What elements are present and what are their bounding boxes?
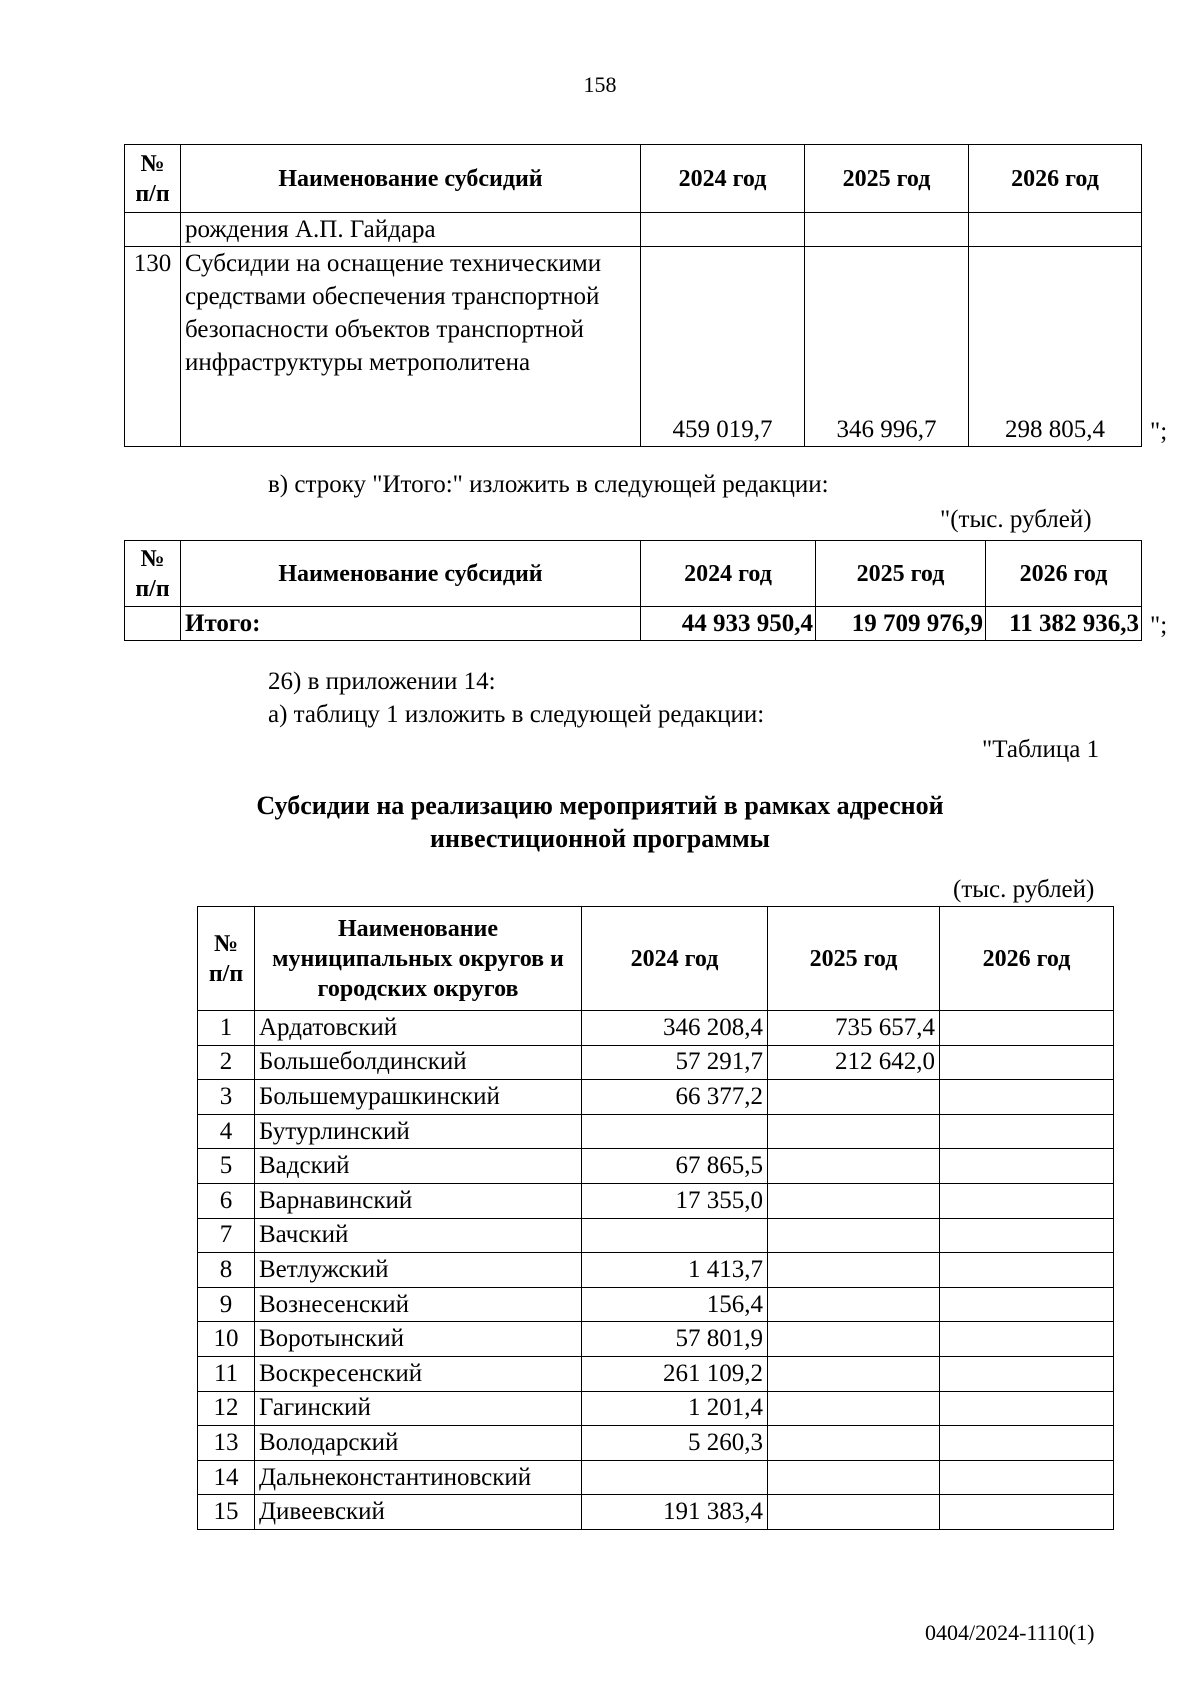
row-2026 <box>940 1149 1114 1184</box>
row-2025: 212 642,0 <box>768 1045 940 1080</box>
row-2024: 66 377,2 <box>582 1080 768 1115</box>
paragraph-26: 26) в приложении 14: <box>268 668 496 695</box>
row-name: Вознесенский <box>255 1287 582 1322</box>
header-2024: 2024 год <box>641 541 816 607</box>
row-num: 4 <box>198 1114 255 1149</box>
row-2024: 261 109,2 <box>582 1356 768 1391</box>
header-2026: 2026 год <box>969 145 1142 213</box>
row-2024 <box>582 1114 768 1149</box>
table-row <box>198 1218 1114 1253</box>
row-name: Дивеевский <box>255 1495 582 1530</box>
total-2024: 44 933 950,4 <box>641 607 816 641</box>
row-name: Большемурашкинский <box>255 1080 582 1115</box>
header-2026: 2026 год <box>940 907 1114 1011</box>
row-name: Варнавинский <box>255 1183 582 1218</box>
row-name: Вадский <box>255 1149 582 1184</box>
paragraph-v: в) строку "Итого:" изложить в следующей редакции: <box>268 471 829 498</box>
header-num: № п/п <box>125 145 181 213</box>
row-2026 <box>940 1183 1114 1218</box>
row-name: Ветлужский <box>255 1253 582 1288</box>
row-2024: 1 413,7 <box>582 1253 768 1288</box>
row-2026 <box>940 1426 1114 1461</box>
header-num: № п/п <box>125 541 181 607</box>
footer-code: 0404/2024-1110(1) <box>925 1620 1095 1645</box>
row-2024: 459 019,7 <box>641 247 805 447</box>
row-2026 <box>940 1218 1114 1253</box>
row-num: 3 <box>198 1080 255 1115</box>
table-row <box>198 1080 1114 1115</box>
row-2025: 346 996,7 <box>805 247 969 447</box>
row-2025 <box>768 1080 940 1115</box>
row-num: 9 <box>198 1287 255 1322</box>
row-2024: 67 865,5 <box>582 1149 768 1184</box>
row-num: 6 <box>198 1183 255 1218</box>
row-num: 130 <box>125 247 181 447</box>
row-num: 11 <box>198 1356 255 1391</box>
row-2025 <box>768 1460 940 1495</box>
paragraph-a: а) таблицу 1 изложить в следующей редакции: <box>268 701 765 728</box>
row-2024: 57 291,7 <box>582 1045 768 1080</box>
row-2025 <box>768 1114 940 1149</box>
table-row <box>198 1114 1114 1149</box>
row-2026 <box>940 1287 1114 1322</box>
row-num: 10 <box>198 1322 255 1357</box>
row-name: Бутурлинский <box>255 1114 582 1149</box>
row-name: Воротынский <box>255 1322 582 1357</box>
row-num: 14 <box>198 1460 255 1495</box>
row-2025: 735 657,4 <box>768 1011 940 1046</box>
table-row <box>198 1356 1114 1391</box>
header-2024: 2024 год <box>641 145 805 213</box>
table-row <box>198 1287 1114 1322</box>
row-2026: 298 805,4 <box>969 247 1142 447</box>
row-2025 <box>768 1426 940 1461</box>
row-num: 1 <box>198 1011 255 1046</box>
row-name: Дальнеконстантиновский <box>255 1460 582 1495</box>
table-row <box>198 1460 1114 1495</box>
row-2024 <box>582 1218 768 1253</box>
unit-note: (тыс. рублей) <box>953 876 1095 903</box>
row-2025 <box>768 1149 940 1184</box>
row-num: 8 <box>198 1253 255 1288</box>
row-name: Воскресенский <box>255 1356 582 1391</box>
row-num: 15 <box>198 1495 255 1530</box>
header-2025: 2025 год <box>805 145 969 213</box>
header-name: Наименование субсидий <box>181 145 641 213</box>
table-row <box>198 1183 1114 1218</box>
row-2025 <box>768 1322 940 1357</box>
row-2024: 17 355,0 <box>582 1183 768 1218</box>
total-2025: 19 709 976,9 <box>816 607 986 641</box>
total-table <box>124 540 1142 641</box>
header-2024: 2024 год <box>582 907 768 1011</box>
row-name: Большеболдинский <box>255 1045 582 1080</box>
row-num: 2 <box>198 1045 255 1080</box>
row-name: Гагинский <box>255 1391 582 1426</box>
closing-quote: "; <box>1150 612 1168 639</box>
unit-note: "(тыс. рублей) <box>940 506 1092 533</box>
row-2025 <box>768 1183 940 1218</box>
row-num: 7 <box>198 1218 255 1253</box>
row-2025 <box>768 1253 940 1288</box>
row-2026 <box>940 1253 1114 1288</box>
row-2024: 5 260,3 <box>582 1426 768 1461</box>
row-num: 12 <box>198 1391 255 1426</box>
header-2025: 2025 год <box>768 907 940 1011</box>
subsidies-table-continuation <box>124 144 1142 447</box>
row-2024: 191 383,4 <box>582 1495 768 1530</box>
table-row <box>198 1045 1114 1080</box>
closing-quote: "; <box>1150 418 1168 445</box>
row-2026 <box>940 1114 1114 1149</box>
row-2026 <box>969 213 1142 247</box>
row-2024 <box>641 213 805 247</box>
row-2026 <box>940 1460 1114 1495</box>
row-num: 5 <box>198 1149 255 1184</box>
row-2025 <box>768 1287 940 1322</box>
row-name: Субсидии на оснащение техническими средствами обеспечения транспортной безопасности объектов транспортной инфраструктуры метрополитена <box>181 247 641 447</box>
total-2026: 11 382 936,3 <box>986 607 1142 641</box>
row-2026 <box>940 1495 1114 1530</box>
row-2024: 346 208,4 <box>582 1011 768 1046</box>
total-num <box>125 607 181 641</box>
row-2025 <box>768 1356 940 1391</box>
row-2024: 57 801,9 <box>582 1322 768 1357</box>
row-name: Володарский <box>255 1426 582 1461</box>
row-2024: 156,4 <box>582 1287 768 1322</box>
document-title-line1: Субсидии на реализацию мероприятий в рамках адресной <box>256 791 944 820</box>
table-row <box>198 1011 1114 1046</box>
table-row <box>198 1426 1114 1461</box>
header-2025: 2025 год <box>816 541 986 607</box>
row-2026 <box>940 1356 1114 1391</box>
header-name: Наименование муниципальных округов и городских округов <box>255 907 582 1011</box>
row-2025 <box>768 1391 940 1426</box>
row-2026 <box>940 1011 1114 1046</box>
row-2024 <box>582 1460 768 1495</box>
row-2025 <box>768 1218 940 1253</box>
row-2026 <box>940 1080 1114 1115</box>
row-2026 <box>940 1391 1114 1426</box>
table-label: "Таблица 1 <box>982 736 1100 763</box>
row-num: 13 <box>198 1426 255 1461</box>
row-name: Вачский <box>255 1218 582 1253</box>
row-2026 <box>940 1322 1114 1357</box>
table-row <box>198 1149 1114 1184</box>
row-name: рождения А.П. Гайдара <box>181 213 641 247</box>
total-label: Итого: <box>181 607 641 641</box>
page-number: 158 <box>583 72 617 97</box>
municipal-subsidies-table <box>197 906 1114 1530</box>
table-body <box>198 1011 1114 1530</box>
header-num: № п/п <box>198 907 255 1011</box>
table-row <box>198 1391 1114 1426</box>
row-num <box>125 213 181 247</box>
row-2024: 1 201,4 <box>582 1391 768 1426</box>
row-2025 <box>805 213 969 247</box>
row-2026 <box>940 1045 1114 1080</box>
row-name: Ардатовский <box>255 1011 582 1046</box>
header-2026: 2026 год <box>986 541 1142 607</box>
table-row <box>198 1253 1114 1288</box>
table-row <box>198 1322 1114 1357</box>
document-title-line2: инвестиционной программы <box>430 824 770 853</box>
table-row <box>198 1495 1114 1530</box>
row-2025 <box>768 1495 940 1530</box>
header-name: Наименование субсидий <box>181 541 641 607</box>
